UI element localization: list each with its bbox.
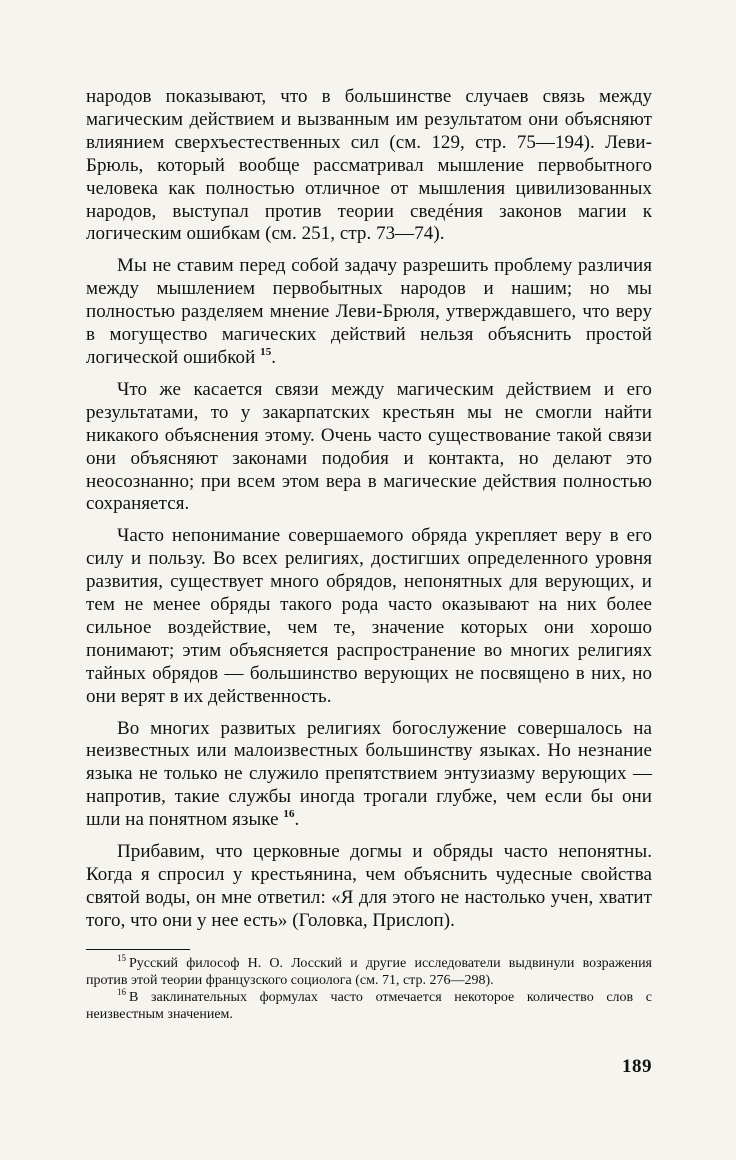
page-number: 189	[622, 1056, 652, 1077]
paragraph: Мы не ставим перед собой задачу разрешить проблему различия между мышлением первобытных народов и нашим; но мы полностью разделяем мнение Леви-Брюля, утверждавшего, что веру в могущество магических действий нельзя объяснить простой логической ошибкой $^{15}$.	[86, 255, 652, 368]
footnote-reference: 16	[283, 808, 295, 821]
book-page	[86, 86, 652, 1096]
footnotes	[86, 952, 652, 1023]
footnote-number: 16	[117, 986, 126, 997]
footnote-separator	[86, 949, 190, 950]
body-text	[86, 86, 652, 933]
paragraph: народов показывают, что в большинстве случаев связь между магическим действием и вызванным им результатом они объясняют влиянием сверхъестественных сил (см. 129, стр. 75—194). Леви-Брюль, который вообще рассматривал мышление первобытного человека как полностью отличное от мышления цивилизованных народов, выступал против теории сведéния законов магии к логическим ошибкам (см. 251, стр. 73—74).	[86, 86, 652, 245]
paragraph: Во многих развитых религиях богослужение совершалось на неизвестных или малоизвестных большинству языках. Но незнание языка не только не служило препятствием энтузиазму верующих — напротив, такие службы иногда трогали глубже, чем если бы они шли на понятном языке $^{16}$.	[86, 717, 652, 831]
paragraph: Прибавим, что церковные догмы и обряды часто непонятны. Когда я спросил у крестьянина, чем объяснить чудесные свойства святой воды, он мне ответил: «Я для этого не настолько учен, хватит того, что они у нее есть» (Головка, Прислоп).	[86, 841, 652, 931]
footnote-number: 15	[117, 952, 126, 963]
footnote: $^{15}$ Русский философ Н. О. Лосский и другие исследователи выдвинули возражения против этой теории французского социолога (см. 71, стр. 276—298).	[86, 952, 652, 988]
paragraph: Что же касается связи между магическим действием и его результатами, то у закарпатских крестьян мы не смогли найти никакого объяснения этому. Очень часто существование такой связи они объясняют законами подобия и контакта, но делают это неосознанно; при всем этом вера в магические действия полностью сохраняется.	[86, 378, 652, 515]
paragraph: Часто непонимание совершаемого обряда укрепляет веру в его силу и пользу. Во всех религиях, достигших определенного уровня развития, существует много обрядов, непонятных для верующих, и тем не менее обряды такого рода часто оказывают на них более сильное воздействие, чем те, значение которых они хорошо понимают; этим объясняется распространение во многих религиях тайных обрядов — большинство верующих не посвящено в них, но они верят в их действенность.	[86, 525, 652, 707]
footnote-reference: 15	[260, 345, 272, 358]
footnote: $^{16}$ В заклинательных формулах часто отмечается некоторое количество слов с неизвестным значением.	[86, 986, 652, 1022]
